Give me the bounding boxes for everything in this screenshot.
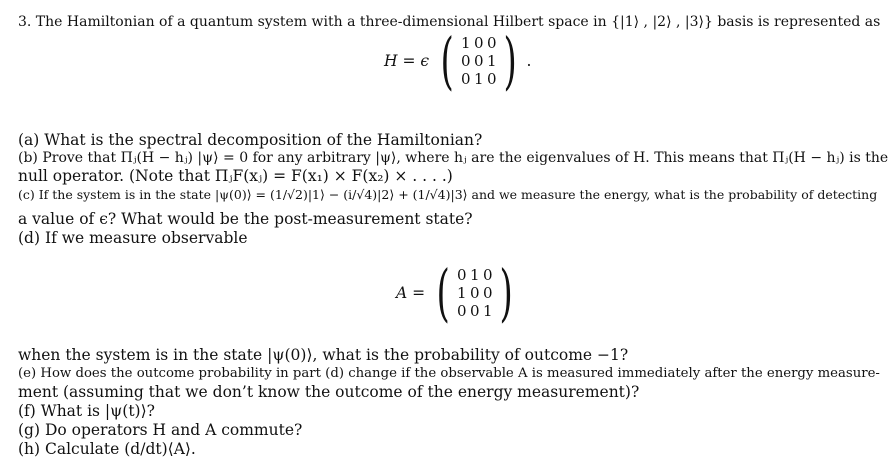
left-paren: ( <box>436 256 450 329</box>
hamiltonian-matrix <box>459 35 498 88</box>
part-h: (h) Calculate (d/dt)⟨A⟩. <box>18 440 196 458</box>
matrix-entry: 1 <box>460 33 471 52</box>
matrix-entry: 1 <box>486 51 497 70</box>
matrix-entry: 0 <box>460 51 471 70</box>
matrix-entry: 0 <box>470 283 480 302</box>
part-b-line2: null operator. (Note that ΠⱼF(xⱼ) = F(x₁) × F(x₂) × . . . .) <box>18 167 453 185</box>
part-d-line2: when the system is in the state |ψ(0)⟩, what is the probability of outcome −1? <box>18 346 629 364</box>
matrix-entry: 1 <box>470 265 480 284</box>
left-paren: ( <box>440 24 454 97</box>
part-b-line1: (b) Prove that Πⱼ(H − hⱼ) |ψ⟩ = 0 for any arbitrary |ψ⟩, where hⱼ are the eigenvalues of H. This means that Πⱼ(H − hⱼ) is the <box>18 150 889 166</box>
part-g: (g) Do operators H and A commute? <box>18 421 303 439</box>
observable-matrix <box>455 267 494 320</box>
matrix-entry: 1 <box>483 301 493 320</box>
part-c-line2: a value of ϵ? What would be the post-measurement state? <box>18 210 473 228</box>
matrix-entry: 1 <box>457 283 467 302</box>
matrix-entry: 0 <box>473 33 484 52</box>
matrix-entry: 0 <box>470 301 480 320</box>
observable-matrix-equation <box>396 256 519 329</box>
part-d-line1: (d) If we measure observable <box>18 229 248 247</box>
matrix-entry: 1 <box>473 69 484 88</box>
part-e-line1: (e) How does the outcome probability in part (d) change if the observable A is measured immediately after the energy measure- <box>18 366 880 381</box>
hamiltonian-tail: . <box>526 52 532 70</box>
hamiltonian-matrix-equation <box>384 24 532 97</box>
matrix-entry: 0 <box>483 265 493 284</box>
part-c-line1: (c) If the system is in the state |ψ(0)⟩ = (1/√2)|1⟩ − (i/√4)|2⟩ + (1/√4)|3⟩ and we measure the energy, what is the probability of detecting <box>18 187 878 202</box>
matrix-entry: 0 <box>457 301 467 320</box>
part-f: (f) What is |ψ(t)⟩? <box>18 402 155 420</box>
matrix-entry: 0 <box>486 69 497 88</box>
matrix-entry: 0 <box>483 283 493 302</box>
problem-intro: 3. The Hamiltonian of a quantum system with a three-dimensional Hilbert space in {|1⟩ , |2⟩ , |3⟩} basis is represented as <box>18 14 881 30</box>
right-paren: ) <box>499 256 514 329</box>
matrix-entry: 0 <box>457 265 467 284</box>
matrix-entry: 0 <box>486 33 497 52</box>
hamiltonian-lhs: H = ϵ <box>384 52 430 70</box>
right-paren: ) <box>503 24 518 97</box>
matrix-entry: 0 <box>473 51 484 70</box>
part-e-line2: ment (assuming that we don’t know the outcome of the energy measurement)? <box>18 383 640 401</box>
matrix-entry: 0 <box>460 69 471 88</box>
part-a: (a) What is the spectral decomposition of the Hamiltonian? <box>18 131 483 149</box>
observable-lhs: A = <box>396 284 426 302</box>
